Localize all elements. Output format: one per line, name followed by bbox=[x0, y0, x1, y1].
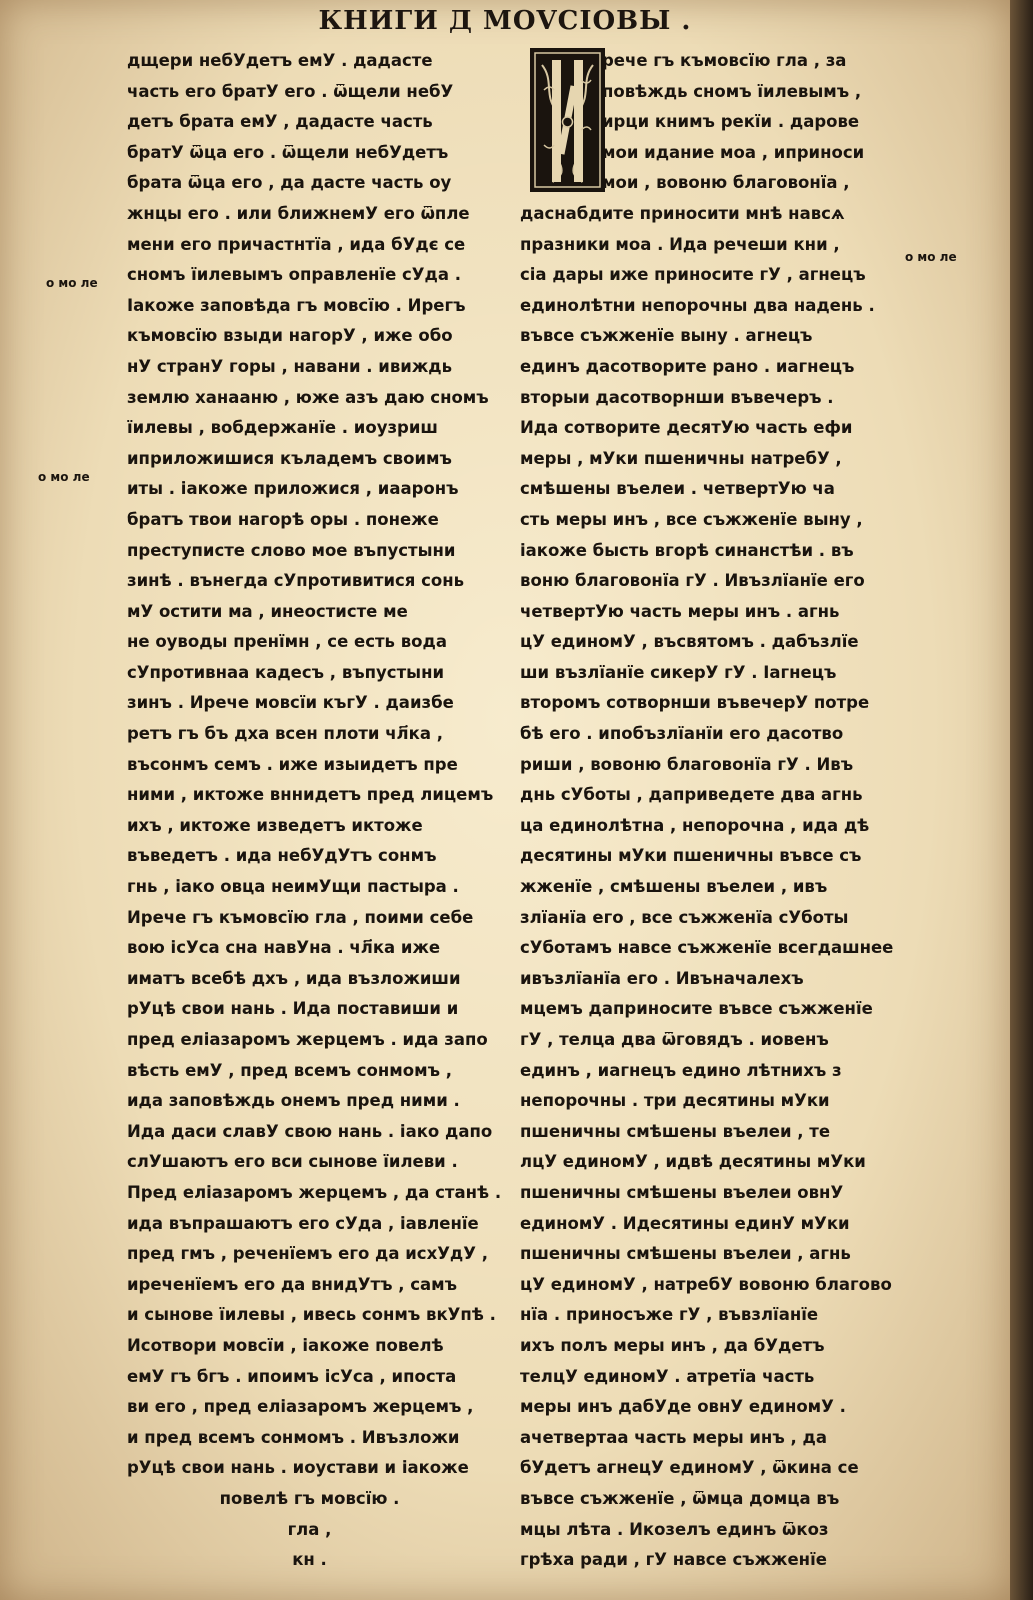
text-line: ивъзлїанїа его . Ивъначалехъ bbox=[520, 968, 804, 988]
text-line: телцУ единомУ . атретїа часть bbox=[520, 1366, 815, 1386]
text-line: гУ , телца два ѿговядъ . иовенъ bbox=[520, 1030, 829, 1049]
text-line: братУ ѿца его . ѿщели небУдетъ bbox=[127, 142, 449, 162]
text-line: мцемъ даприносите въвсе съжженїе bbox=[520, 999, 873, 1019]
text-line: бѣ его . ипобъзлїанїи его дасотво bbox=[520, 724, 844, 744]
margin-note: о мо ле bbox=[905, 250, 957, 264]
text-line: вою ісУса сна навУна . чл҃ка иже bbox=[127, 938, 441, 958]
text-line: пшеничны смѣшены въелеи , те bbox=[520, 1121, 831, 1141]
text-line: цУ единомУ , натребУ вовоню благово bbox=[520, 1274, 892, 1294]
text-line: сУботамъ навсе съжженїе всегдашнее bbox=[520, 938, 894, 958]
text-line: ида въпрашаютъ его сУда , іавленїе bbox=[127, 1213, 479, 1233]
margin-note: о мо ле bbox=[38, 470, 90, 484]
text-line: цУ единомУ , въсвятомъ . дабъзлїе bbox=[520, 632, 859, 652]
text-line: пред гмъ , реченїемъ его да исхУдУ , bbox=[127, 1244, 488, 1264]
text-line: жженїе , смѣшены въелеи , ивъ bbox=[520, 877, 828, 897]
text-line: празники моа . Ида речеши кни , bbox=[520, 234, 840, 254]
text-line: непорочны . три десятины мУки bbox=[520, 1091, 830, 1111]
text-line: мени его причастнтїа , ида бУдє се bbox=[127, 234, 466, 254]
text-line: бУдетъ агнецУ единомУ , ѿкина се bbox=[520, 1458, 859, 1478]
text-line: риши , вовоню благовонїа гУ . Ивъ bbox=[520, 754, 854, 774]
left-text-column bbox=[127, 46, 502, 1576]
text-line: жнцы его . или ближнемУ его ѿпле bbox=[127, 203, 470, 223]
text-line: иматъ всебѣ дхъ , ида възложиши bbox=[127, 968, 461, 988]
text-line: меры инъ дабУде овнУ единомУ . bbox=[520, 1397, 846, 1417]
text-line: нїа . приносъже гУ , въвзлїанїе bbox=[520, 1305, 819, 1325]
text-line: гла , bbox=[287, 1519, 332, 1539]
running-header: КНИГИ Д МОVСIОВЫ . bbox=[318, 6, 692, 36]
text-line: рече гъ къмовсїю гла , за bbox=[602, 51, 847, 70]
text-line: детъ брата емУ , дадасте часть bbox=[127, 112, 433, 132]
text-line: единолѣтни непорочны два надень . bbox=[520, 295, 875, 315]
text-line: слУшаютъ его вси сынове їилеви . bbox=[127, 1152, 458, 1172]
text-line: ца единолѣтна , непорочна , ида дѣ bbox=[520, 815, 870, 835]
text-line: днь сУботы , даприведете два агнь bbox=[520, 785, 863, 805]
text-line: четвертУю часть меры инъ . агнь bbox=[520, 601, 840, 621]
text-line: повелѣ гъ мовсїю . bbox=[219, 1488, 400, 1508]
text-line: лцУ единомУ , идвѣ десятины мУки bbox=[520, 1152, 866, 1172]
text-line: иприложишися къладемъ своимъ bbox=[127, 448, 452, 468]
text-line: землю ханааню , юже азъ даю сномъ bbox=[127, 387, 489, 407]
text-line: ви его , пред еліазаромъ жерцемъ , bbox=[127, 1397, 474, 1417]
text-line: сіа дары иже приносите гУ , агнецъ bbox=[520, 265, 866, 285]
text-line: въсонмъ семъ . иже изыидетъ пре bbox=[127, 754, 458, 774]
text-line: иреченїемъ его да внидУтъ , самъ bbox=[127, 1274, 458, 1294]
text-line: зинѣ . вънегда сУпротивитися сонь bbox=[127, 571, 465, 591]
text-line: кн . bbox=[292, 1550, 327, 1570]
text-line: мУ остити ма , инеостисте ме bbox=[127, 601, 408, 621]
text-line: воню благовонїа гУ . Ивъзлїанїе его bbox=[520, 571, 865, 591]
text-line: грѣха ради , гУ навсе съжженїе bbox=[520, 1550, 827, 1570]
right-text-column bbox=[520, 46, 894, 1576]
margin-note: о мо ле bbox=[46, 276, 98, 290]
text-line: повѣждь сномъ їилевымъ , bbox=[602, 81, 862, 101]
text-line: ихъ , иктоже изведетъ иктоже bbox=[127, 815, 423, 835]
text-line: сУпротивнаа кадесъ , въпустыни bbox=[127, 662, 445, 682]
text-line: Іакоже заповѣда гъ мовсїю . Ирегъ bbox=[127, 295, 466, 315]
text-line: сть меры инъ , все съжженїе выну , bbox=[520, 509, 863, 529]
text-line: Ида сотворите десятУю часть ефи bbox=[520, 418, 853, 438]
text-line: въвсе съжженїе , ѿмца домца въ bbox=[520, 1488, 840, 1508]
text-line: даснабдите приносити мнѣ навсѧ bbox=[520, 203, 845, 223]
text-line: пшеничны смѣшены въелеи овнУ bbox=[520, 1182, 844, 1202]
text-line: гнь , іако овца неимУщи пастыра . bbox=[127, 877, 459, 897]
text-line: ши възлїанїе сикерУ гУ . Іагнецъ bbox=[520, 662, 837, 682]
text-line: единомУ . Идесятины единУ мУки bbox=[520, 1213, 850, 1233]
text-line: рУцѣ свои нань . иоустави и іакоже bbox=[127, 1458, 469, 1478]
text-line: десятины мУки пшеничны въвсе съ bbox=[520, 846, 862, 866]
text-line: їилевы , вобдержанїе . иоузриш bbox=[127, 418, 438, 438]
text-line: ачетвертаа часть меры инъ , да bbox=[520, 1427, 827, 1447]
text-line: злїанїа его , все съжженїа сУботы bbox=[520, 907, 849, 927]
text-line: рУцѣ свои нань . Ида поставиши и bbox=[127, 999, 459, 1019]
text-line: въведетъ . ида небУдУтъ сонмъ bbox=[127, 846, 437, 866]
text-line: мцы лѣта . Икозелъ единъ ѿкоз bbox=[520, 1519, 829, 1539]
text-line: ирци книмъ рекїи . дарове bbox=[602, 112, 860, 132]
page-edge-shadow bbox=[1010, 0, 1033, 1600]
text-line: пред еліазаромъ жерцемъ . ида запо bbox=[127, 1030, 488, 1049]
text-line: преступисте слово мое въпустыни bbox=[127, 540, 456, 560]
text-line: Исотвори мовсїи , іакоже повелѣ bbox=[127, 1335, 444, 1355]
text-line: дщери небУдетъ емУ . дадасте bbox=[127, 51, 433, 70]
text-line: меры , мУки пшеничны натребУ , bbox=[520, 448, 842, 468]
text-line: ида заповѣждь онемъ пред ними . bbox=[127, 1091, 460, 1111]
text-line: емУ гъ бгъ . ипоимъ ісУса , ипоста bbox=[127, 1366, 457, 1386]
text-line: нУ странУ горы , навани . ивиждь bbox=[127, 356, 453, 376]
text-line: Ирече гъ къмовсїю гла , поими себе bbox=[127, 907, 474, 927]
text-line: иты . іакоже приложися , иааронъ bbox=[127, 479, 459, 499]
text-line: часть его братУ его . ѿщели небУ bbox=[127, 81, 454, 101]
text-line: брата ѿца его , да дасте часть оу bbox=[127, 173, 452, 193]
text-line: зинъ . Ирече мовсїи къгУ . даизбе bbox=[127, 693, 454, 713]
text-line: единъ , иагнецъ едино лѣтнихъ з bbox=[520, 1060, 842, 1080]
text-line: и сынове їилевы , ивесь сонмъ вкУпѣ . bbox=[127, 1305, 496, 1325]
text-line: вѣсть емУ , пред всемъ сонмомъ , bbox=[127, 1060, 453, 1080]
text-line: не оуводы пренїмн , се есть вода bbox=[127, 632, 447, 652]
text-line: ретъ гъ бъ дха всен плоти чл҃ка , bbox=[127, 724, 443, 744]
text-line: ихъ полъ меры инъ , да бУдетъ bbox=[520, 1335, 825, 1355]
text-line: сномъ їилевымъ оправленїе сУда . bbox=[127, 265, 461, 285]
text-line: пшеничны смѣшены въелеи , агнь bbox=[520, 1244, 851, 1264]
text-line: Ида даси славУ свою нань . іако дапо bbox=[127, 1121, 493, 1141]
text-line: мои , вовоню благовонїа , bbox=[602, 173, 850, 193]
text-line: и пред всемъ сонмомъ . Ивъзложи bbox=[127, 1427, 460, 1447]
text-line: мои идание моа , иприноси bbox=[602, 142, 865, 162]
text-line: къмовсїю взыди нагорУ , иже обо bbox=[127, 326, 453, 346]
text-line: братъ твои нагорѣ оры . понеже bbox=[127, 509, 439, 529]
text-line: іакоже бысть вгорѣ синанстѣи . въ bbox=[520, 540, 854, 560]
text-line: второмъ сотворнши въвечерУ потре bbox=[520, 693, 870, 713]
text-line: Пред еліазаромъ жерцемъ , да станѣ . bbox=[127, 1182, 502, 1202]
text-line: единъ дасотворите рано . иагнецъ bbox=[520, 356, 855, 376]
text-line: вторыи дасотворнши въвечеръ . bbox=[520, 387, 834, 407]
text-line: смѣшены въелеи . четвертУю ча bbox=[520, 479, 835, 499]
text-line: въвсе съжженїе выну . агнецъ bbox=[520, 326, 813, 346]
text-line: ними , иктоже вннидетъ пред лицемъ bbox=[127, 785, 494, 805]
